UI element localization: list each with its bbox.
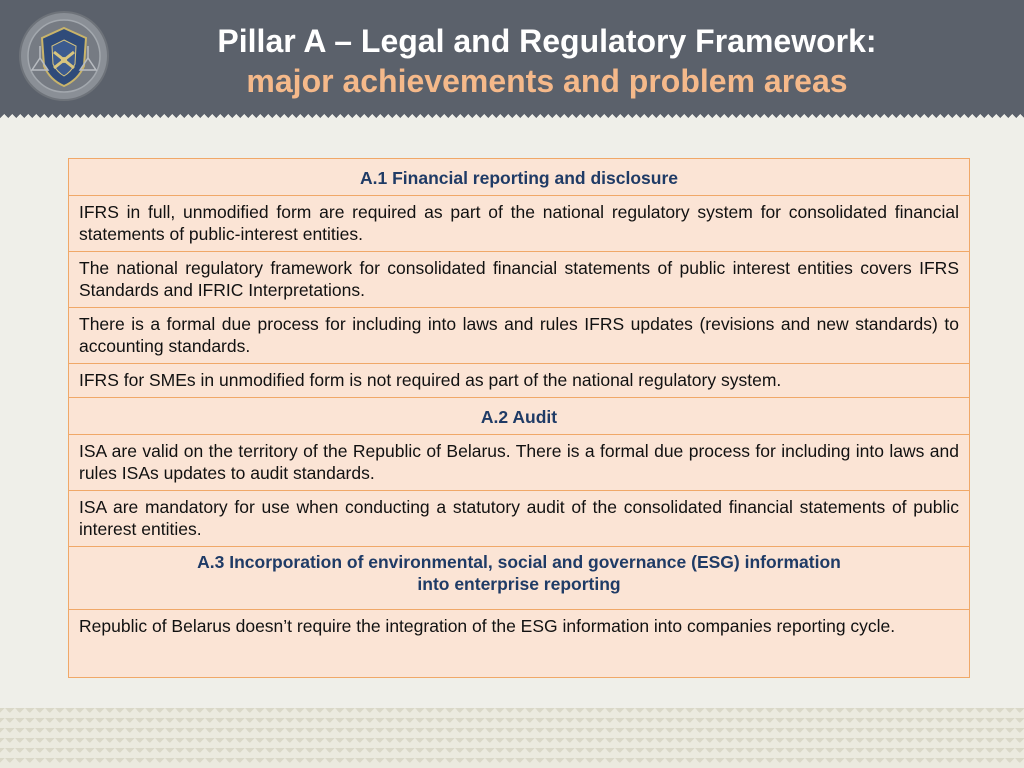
table-row: There is a formal due process for including into laws and rules IFRS updates (revisions and new standards) to accounting standards.	[69, 307, 969, 363]
table-row: ISA are mandatory for use when conducting a statutory audit of the consolidated financial statements of public interest entities.	[69, 490, 969, 546]
section-heading-a1: A.1 Financial reporting and disclosure	[360, 168, 678, 188]
framework-table	[68, 158, 970, 678]
section-heading-a3-line2: into enterprise reporting	[417, 574, 621, 594]
slide-header	[0, 0, 1024, 114]
section-heading-a3-line1: A.3 Incorporation of environmental, social and governance (ESG) information	[197, 552, 841, 572]
table-row: IFRS in full, unmodified form are required as part of the national regulatory system for consolidated financial statements of public-interest entities.	[69, 195, 969, 251]
page-subtitle: major achievements and problem areas	[246, 63, 848, 99]
footer-pattern	[0, 708, 1024, 768]
table-row: ISA are valid on the territory of the Republic of Belarus. There is a formal due process for including into laws and rules ISAs updates to audit standards.	[69, 434, 969, 490]
page-title: Pillar A – Legal and Regulatory Framework:	[217, 23, 877, 59]
table-row: IFRS for SMEs in unmodified form is not required as part of the national regulatory system.	[69, 363, 969, 397]
table-row: Republic of Belarus doesn’t require the integration of the ESG information into companies reporting cycle.	[69, 609, 969, 677]
section-heading-a2: A.2 Audit	[69, 397, 969, 434]
header-zigzag-border	[0, 114, 1024, 122]
table-row: The national regulatory framework for consolidated financial statements of public interest entities covers IFRS Standards and IFRIC Interpretations.	[69, 251, 969, 307]
section-heading-a3	[69, 546, 969, 609]
state-emblem-logo	[18, 10, 110, 102]
